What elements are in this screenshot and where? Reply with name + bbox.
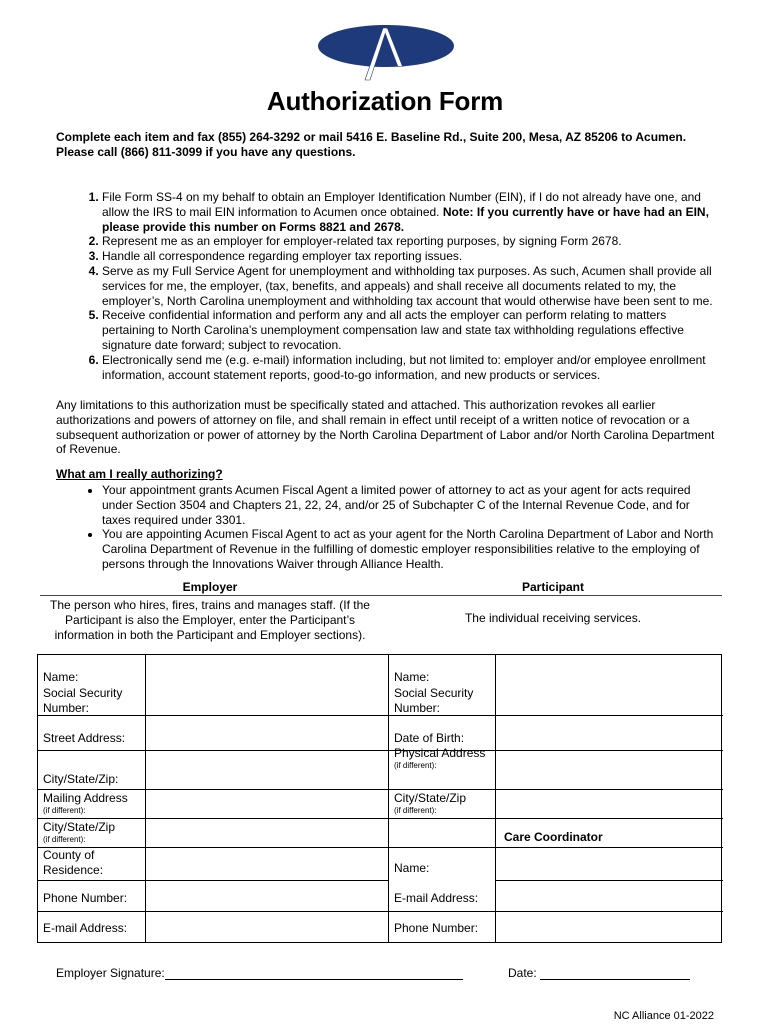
form-version-footer: NC Alliance 01-2022 (613, 1010, 714, 1022)
date-field[interactable] (540, 967, 690, 980)
employer-mailing-input[interactable] (146, 790, 388, 818)
care-coordinator-heading: Care Coordinator (504, 830, 603, 844)
employer-street-input[interactable] (146, 751, 388, 789)
employer-city2-label: City/State/Zip (if different): (43, 820, 116, 844)
authorization-list (56, 190, 716, 382)
limitations-paragraph: Any limitations to this authorization must be specifically stated and attached. This authorization revokes all earlier authorizations and powers of attorney on file, and shall remain in effect until receipt of a written notice of revocation or a subsequent authorization or power of attorney by the North Carolina Department of Labor and/or North Carolina Department of Revenue. (56, 398, 715, 457)
list-item: 2. Represent me as an employer for employer-related tax reporting purposes, by signing Form 2678. (102, 234, 716, 249)
employer-ssn-label: Social Security Number: (43, 686, 123, 715)
participant-city-label: City/State/Zip (if different): (394, 791, 467, 815)
employer-phone-label: Phone Number: (43, 891, 128, 905)
list-item: 6. Electronically send me (e.g. e-mail) information including, but not limited to: employer and/or employee enrollment information, account statement reports, good-to-go information, and new products or services. (102, 353, 716, 383)
participant-ssn-input[interactable] (496, 716, 722, 750)
participant-dob-label: Date of Birth: (394, 731, 465, 745)
coordinator-name-label: Name: (394, 861, 430, 875)
employer-ssn-input[interactable] (146, 716, 388, 750)
coordinator-name-input[interactable] (496, 848, 722, 880)
participant-physical-label: Physical Address (if different): (394, 746, 486, 770)
employer-phone-input[interactable] (146, 881, 388, 911)
employer-city2-input[interactable] (146, 819, 388, 847)
information-table (37, 654, 722, 943)
coordinator-phone-label: Phone Number: (394, 921, 479, 935)
employer-name-label: Name: (43, 670, 79, 684)
employer-description: The person who hires, fires, trains and manages staff. (If the Participant is also the Employer, enter the Participant’s information in both the Participant and Employer sections). (50, 598, 370, 642)
employer-signature-label: Employer Signature: (56, 966, 165, 980)
employer-city-label: City/State/Zip: (43, 772, 119, 786)
employer-mailing-label: Mailing Address (if different): (43, 791, 128, 815)
employer-signature-field[interactable] (165, 967, 463, 980)
employer-street-label: Street Address: (43, 731, 126, 745)
employer-email-input[interactable] (146, 912, 388, 943)
list-item: 4. Serve as my Full Service Agent for unemployment and withholding tax purposes. As such, Acumen shall provide all services for me, the employer, (tax, benefits, and appeals) and shall receive all documents related to my, the employer’s, North Carolina unemployment and withholding tax account that would otherwise have been sent to me. (102, 264, 716, 308)
employer-county-label: County of Residence: (43, 848, 104, 877)
participant-name-label: Name: (394, 670, 430, 684)
participant-heading: Participant (521, 580, 584, 594)
section-heading: What am I really authorizing? (56, 467, 223, 481)
coordinator-email-label: E-mail Address: (394, 891, 479, 905)
employer-heading: Employer (182, 580, 238, 594)
acumen-logo-icon (316, 22, 456, 82)
date-row (508, 966, 690, 980)
participant-description: The individual receiving services. (464, 611, 642, 625)
list-item: • Your appointment grants Acumen Fiscal Agent a limited power of attorney to act as your agent for acts required under Section 3504 and Chapters 21, 22, 24, and/or 25 of Subchapter C of the Internal Revenue Code, and for taxes required under 3301. (102, 483, 718, 527)
employer-email-label: E-mail Address: (43, 921, 128, 935)
intro-instructions: Complete each item and fax (855) 264-3292 or mail 5416 E. Baseline Rd., Suite 200, Mesa, AZ 85206 to Acumen. Please call (866) 811-3099 if you have any questions. (56, 130, 687, 159)
employer-name-input[interactable] (146, 655, 388, 715)
page-title: Authorization Form (266, 86, 504, 116)
authorizing-bullets (56, 483, 718, 572)
divider (40, 595, 722, 596)
participant-dob-input[interactable] (496, 751, 722, 789)
coordinator-email-input[interactable] (496, 881, 722, 911)
list-item: 1. File Form SS-4 on my behalf to obtain an Employer Identification Number (EIN), if I do not already have one, and allow the IRS to mail EIN information to Acumen once obtained. Note: If you currently have or have had an EIN, please provide this number on Forms 8821 and 2678. (102, 190, 716, 234)
employer-county-input[interactable] (146, 848, 388, 880)
participant-name-input[interactable] (496, 655, 722, 715)
date-label: Date: (508, 966, 537, 980)
list-item: • You are appointing Acumen Fiscal Agent to act as your agent for the North Carolina Department of Labor and North Carolina Department of Revenue in the fulfilling of domestic employer responsibilities relative to the employing of persons through the Innovations Waiver through Alliance Health. (102, 527, 718, 571)
participant-ssn-label: Social Security Number: (394, 686, 474, 715)
employer-signature-row (56, 966, 463, 980)
coordinator-phone-input[interactable] (496, 912, 722, 943)
list-item: 5. Receive confidential information and perform any and all acts the employer can perform relating to matters pertaining to North Carolina’s unemployment compensation law and state tax withholding regulations effective signature date forward; subject to revocation. (102, 308, 716, 352)
participant-city-input[interactable] (496, 790, 722, 818)
list-item: 3. Handle all correspondence regarding employer tax reporting issues. (102, 249, 716, 264)
